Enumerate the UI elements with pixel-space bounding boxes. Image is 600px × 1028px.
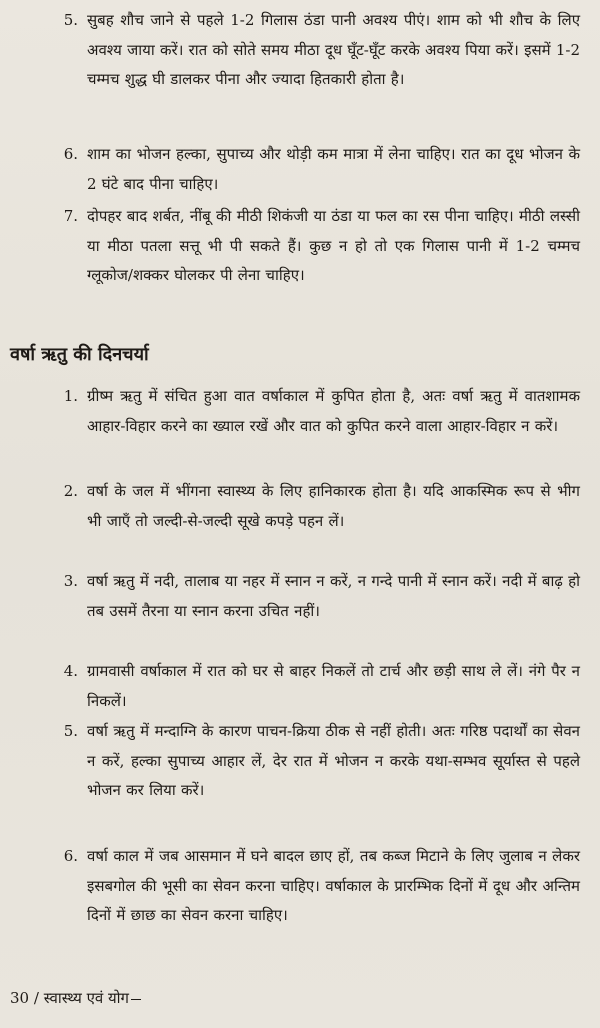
item-text: ग्रामवासी वर्षाकाल में रात को घर से बाहर निकलें तो टार्च और छड़ी साथ ले लें। नंगे पैर न निकलें। [87, 662, 580, 710]
list-item [58, 382, 580, 441]
list-item [58, 842, 580, 931]
page-footer [10, 984, 141, 1012]
list-item [58, 477, 580, 536]
item-number: 7. [63, 207, 78, 225]
section-heading: वर्षा ऋतु की दिनचर्या [10, 344, 149, 365]
page-number: 30 [10, 989, 30, 1007]
item-number: 6. [63, 847, 78, 865]
item-text: सुबह शौच जाने से पहले 1-2 गिलास ठंडा पानी अवश्य पीएं। शाम को भी शौच के लिए अवश्य जाया करें। रात को सोते समय मीठा दूध घूँट-घूँट करके अवश्य पिया करें। इसमें 1-2 चम्मच शुद्ध घी डालकर पीना और ज्यादा हितकारी होता है। [87, 11, 580, 89]
item-text: वर्षा के जल में भींगना स्वास्थ्य के लिए हानिकारक होता है। यदि आकस्मिक रूप से भीग भी जाएँ तो जल्दी-से-जल्दी सूखे कपड़े पहन लें। [87, 482, 580, 530]
list-item [58, 6, 580, 95]
list-item [58, 717, 580, 806]
item-number: 3. [63, 572, 78, 590]
item-number: 4. [63, 662, 78, 680]
item-number: 2. [63, 482, 78, 500]
book-title: स्वास्थ्य एवं योग [43, 989, 130, 1007]
item-number: 1. [63, 387, 78, 405]
item-text: ग्रीष्म ऋतु में संचित हुआ वात वर्षाकाल में कुपित होता है, अतः वर्षा ऋतु में वातशामक आहार-विहार करने का ख्याल रखें और वात को कुपित करने वाला आहार-विहार न करें। [87, 387, 580, 435]
item-text: वर्षा ऋतु में मन्दाग्नि के कारण पाचन-क्रिया ठीक से नहीं होती। अतः गरिष्ठ पदार्थों का सेवन न करें, हल्का सुपाच्य आहार लें, देर रात में भोजन न करके यथा-सम्भव सूर्यास्त से पहले भोजन कर लिया करें। [87, 722, 580, 800]
footer-dash [131, 999, 141, 1000]
footer-separator: / [33, 989, 39, 1007]
item-number: 5. [63, 722, 78, 740]
list-item [58, 657, 580, 716]
list-item [58, 202, 580, 291]
item-number: 6. [63, 145, 78, 163]
item-text: वर्षा काल में जब आसमान में घने बादल छाए हों, तब कब्ज मिटाने के लिए जुलाब न लेकर इसबगोल की भूसी का सेवन करना चाहिए। वर्षाकाल के प्रारम्भिक दिनों में दूध और अन्तिम दिनों में छाछ का सेवन करना चाहिए। [87, 847, 580, 925]
item-number: 5. [63, 11, 78, 29]
list-item [58, 567, 580, 626]
item-text: दोपहर बाद शर्बत, नींबू की मीठी शिकंजी या ठंडा या फल का रस पीना चाहिए। मीठी लस्सी या मीठा पतला सत्तू भी पी सकते हैं। कुछ न हो तो एक गिलास पानी में 1-2 चम्मच ग्लूकोज/शक्कर घोलकर पी लेना चाहिए। [87, 207, 580, 285]
list-item [58, 140, 580, 199]
item-text: वर्षा ऋतु में नदी, तालाब या नहर में स्नान न करें, न गन्दे पानी में स्नान करें। नदी में बाढ़ हो तब उसमें तैरना या स्नान करना उचित नहीं। [87, 572, 580, 620]
item-text: शाम का भोजन हल्का, सुपाच्य और थोड़ी कम मात्रा में लेना चाहिए। रात का दूध भोजन के 2 घंटे बाद पीना चाहिए। [87, 145, 580, 193]
